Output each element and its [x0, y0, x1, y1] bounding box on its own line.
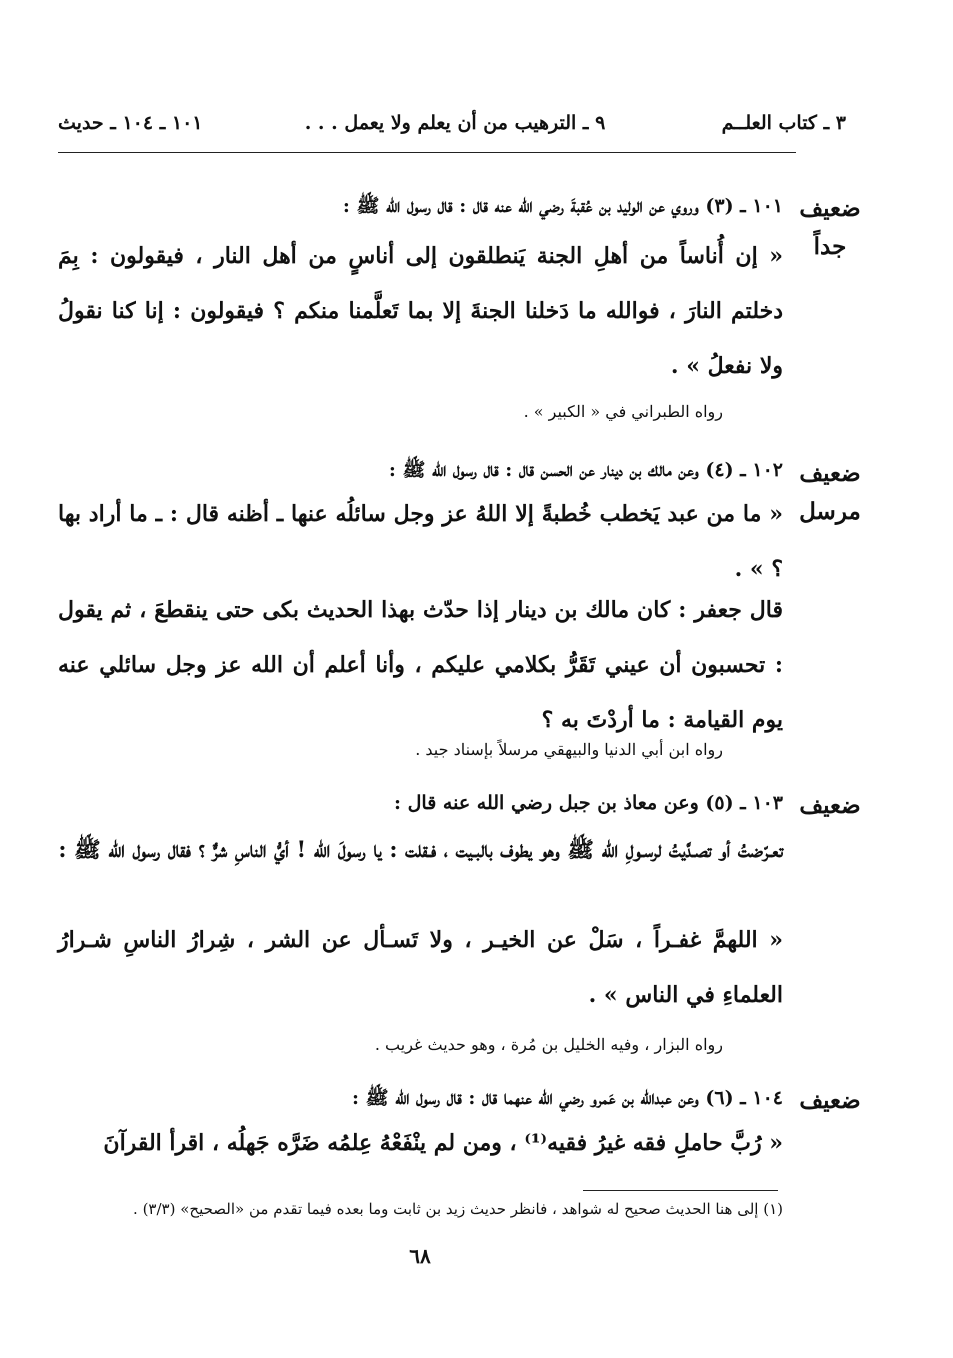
grade-label-102: ضعيف مرسل: [799, 460, 861, 525]
grade-label-103: ضعيف: [799, 792, 861, 819]
header-hadith-range: ١٠١ ـ ١٠٤ ـ حديث: [58, 112, 203, 134]
hadith-103-text-2: « اللهمَّ غفـراً ، سَلْ عن الخيـر ، ولا تَسـأل عن الشر ، شِرارُ الناسِ شـرارُ العلماءِ في الناس » .: [58, 927, 783, 1008]
grade-label-104: ضعيف: [799, 1087, 861, 1114]
hadith-103-text: تعـرّضتُ أو تصـدَّيتُ لرسـولِ الله ﷺ وهو يطوف بالبـيت ، فـقلت : يا رسولَ الله ! أيُّ الناسِ شرٌّ ؟ فقال رسول الله ﷺ :: [58, 837, 783, 863]
hadith-103-source: رواه البزار ، وفيه الخليل بن مُرة ، وهو حديث غريب .: [374, 1035, 723, 1054]
header-divider: [58, 152, 796, 153]
hadith-104-intro: ١٠٤ ـ (٦) وعن عبدالله بن عَمرو رضي الله عنهما قال : قال رسول الله ﷺ :: [352, 1087, 783, 1109]
header-book-title: ٣ ـ كتاب العلــم: [721, 112, 846, 134]
hadith-101-source: رواه الطبراني في « الكبير » .: [523, 402, 723, 421]
hadith-102-commentary: قال جعفر : كان مالك بن دينار إذا حدّث بهذا الحديث بكى حتى ينقطعَ ، ثم يقول : تحسبون أن عيني تَقَرُّ بكلامي عليكم ، وأنا أعلم أن الله عز وجل سائلي عنه يوم القيامة : ما أردْتَ به ؟: [58, 597, 783, 733]
hadith-104-text: « رُبَّ حاملِ فقه غيرُ فقيه⁽¹⁾ ، ومن لم ينْفَعْهُ عِلمُه ضَرَّه جَهلُه ، اقرأ القرآنَ: [103, 1130, 783, 1156]
page-number: ٦٨: [409, 1244, 431, 1268]
footnote-divider: [583, 1190, 778, 1191]
hadith-103-intro: ١٠٣ ـ (٥) وعن معاذ بن جبل رضي الله عنه قال :: [394, 792, 783, 814]
footnote: (١) إلى هنا الحديث صحيح له شواهد ، فانظر حديث زيد بن ثابت وما بعده فيما تقدم من «الصحيح» (٣/٣) .: [133, 1200, 783, 1218]
header-chapter-title: ٩ ـ الترهيب من أن يعلم ولا يعمل . . .: [304, 112, 606, 134]
hadith-102-text: « ما من عبد يَخطب خُطبةً إلا اللهُ عز وجل سائلُه عنها ـ أظنه قال : ـ ما أراد بها ؟ » .: [58, 501, 783, 582]
hadith-102-source: رواه ابن أبي الدنيا والبيهقي مرسلاً بإسناد جيد .: [415, 740, 723, 759]
hadith-102-intro: ١٠٢ ـ (٤) وعن مالك بن دينار عن الحسن قال : قال رسول الله ﷺ :: [388, 459, 783, 481]
grade-label-101: ضعيف جداً: [799, 195, 861, 260]
hadith-101-text: « إن أُناساً من أهلِ الجنة يَنطلقون إلى أناسٍ من أهل النار ، فيقولون : بِمَ دخلتم النارَ ، فوالله ما دَخلنا الجنةَ إلا بما تَعلَّمنا منكم ؟ فيقولون : إنا كنا نقولُ ولا نفعلُ » .: [58, 243, 783, 379]
hadith-101-intro: ١٠١ ـ (٣) وروي عن الوليد بن عُقبةَ رضي الله عنه قال : قال رسول الله ﷺ :: [342, 195, 783, 217]
